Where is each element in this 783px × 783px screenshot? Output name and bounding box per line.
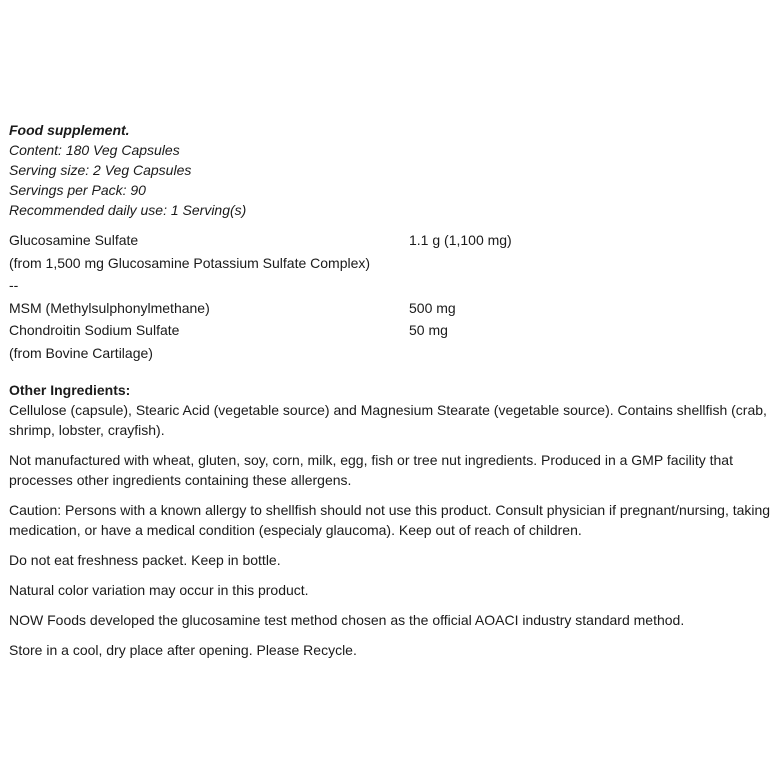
fact-name: (from 1,500 mg Glucosamine Potassium Sulfate Complex)	[9, 254, 371, 271]
fact-row	[9, 274, 779, 297]
other-ingredients-section	[9, 380, 779, 660]
product-description	[9, 120, 779, 670]
fact-row	[9, 252, 779, 275]
content-line: Content: 180 Veg Capsules	[9, 142, 180, 158]
recommended-use-line: Recommended daily use: 1 Serving(s)	[9, 202, 247, 218]
fact-name: MSM (Methylsulphonylmethane)	[9, 299, 210, 316]
fact-row	[9, 319, 779, 342]
servings-per-pack-line: Servings per Pack: 90	[9, 182, 146, 198]
allergen-paragraph: Not manufactured with wheat, gluten, soy, corn, milk, egg, fish or tree nut ingredients. Produced in a GMP facility that processes other ingredients containing these allergens.	[9, 452, 733, 488]
fact-amount: 500 mg	[409, 299, 456, 316]
freshness-paragraph: Do not eat freshness packet. Keep in bottle.	[9, 552, 281, 568]
fact-amount: 50 mg	[409, 322, 448, 338]
supplement-facts-table	[9, 229, 779, 364]
other-ingredients-title: Other Ingredients:	[9, 382, 131, 398]
serving-size-line: Serving size: 2 Veg Capsules	[9, 162, 192, 178]
fact-name: Chondroitin Sodium Sulfate	[9, 322, 180, 338]
caution-paragraph: Caution: Persons with a known allergy to shellfish should not use this product. Consult physician if pregnant/nursing, taking medication, or have a medical condition (especialy glaucoma). Keep out of reach of children.	[9, 502, 771, 538]
supplement-title: Food supplement.	[9, 122, 130, 138]
fact-row	[9, 342, 779, 365]
fact-row	[9, 297, 779, 320]
ingredients-paragraph: Cellulose (capsule), Stearic Acid (vegetable source) and Magnesium Stearate (vegetable source). Contains shellfish (crab, shrimp, lobster, crayfish).	[9, 402, 767, 438]
fact-separator: --	[9, 277, 19, 293]
storage-paragraph: Store in a cool, dry place after opening. Please Recycle.	[9, 642, 357, 658]
fact-name: Glucosamine Sulfate	[9, 232, 139, 248]
fact-name: (from Bovine Cartilage)	[9, 344, 153, 361]
fact-row	[9, 229, 779, 252]
supplement-info	[9, 120, 779, 220]
color-variation-paragraph: Natural color variation may occur in this product.	[9, 582, 309, 598]
fact-amount: 1.1 g (1,100 mg)	[409, 232, 512, 248]
test-method-paragraph: NOW Foods developed the glucosamine test method chosen as the official AOACI industry standard method.	[9, 612, 685, 628]
